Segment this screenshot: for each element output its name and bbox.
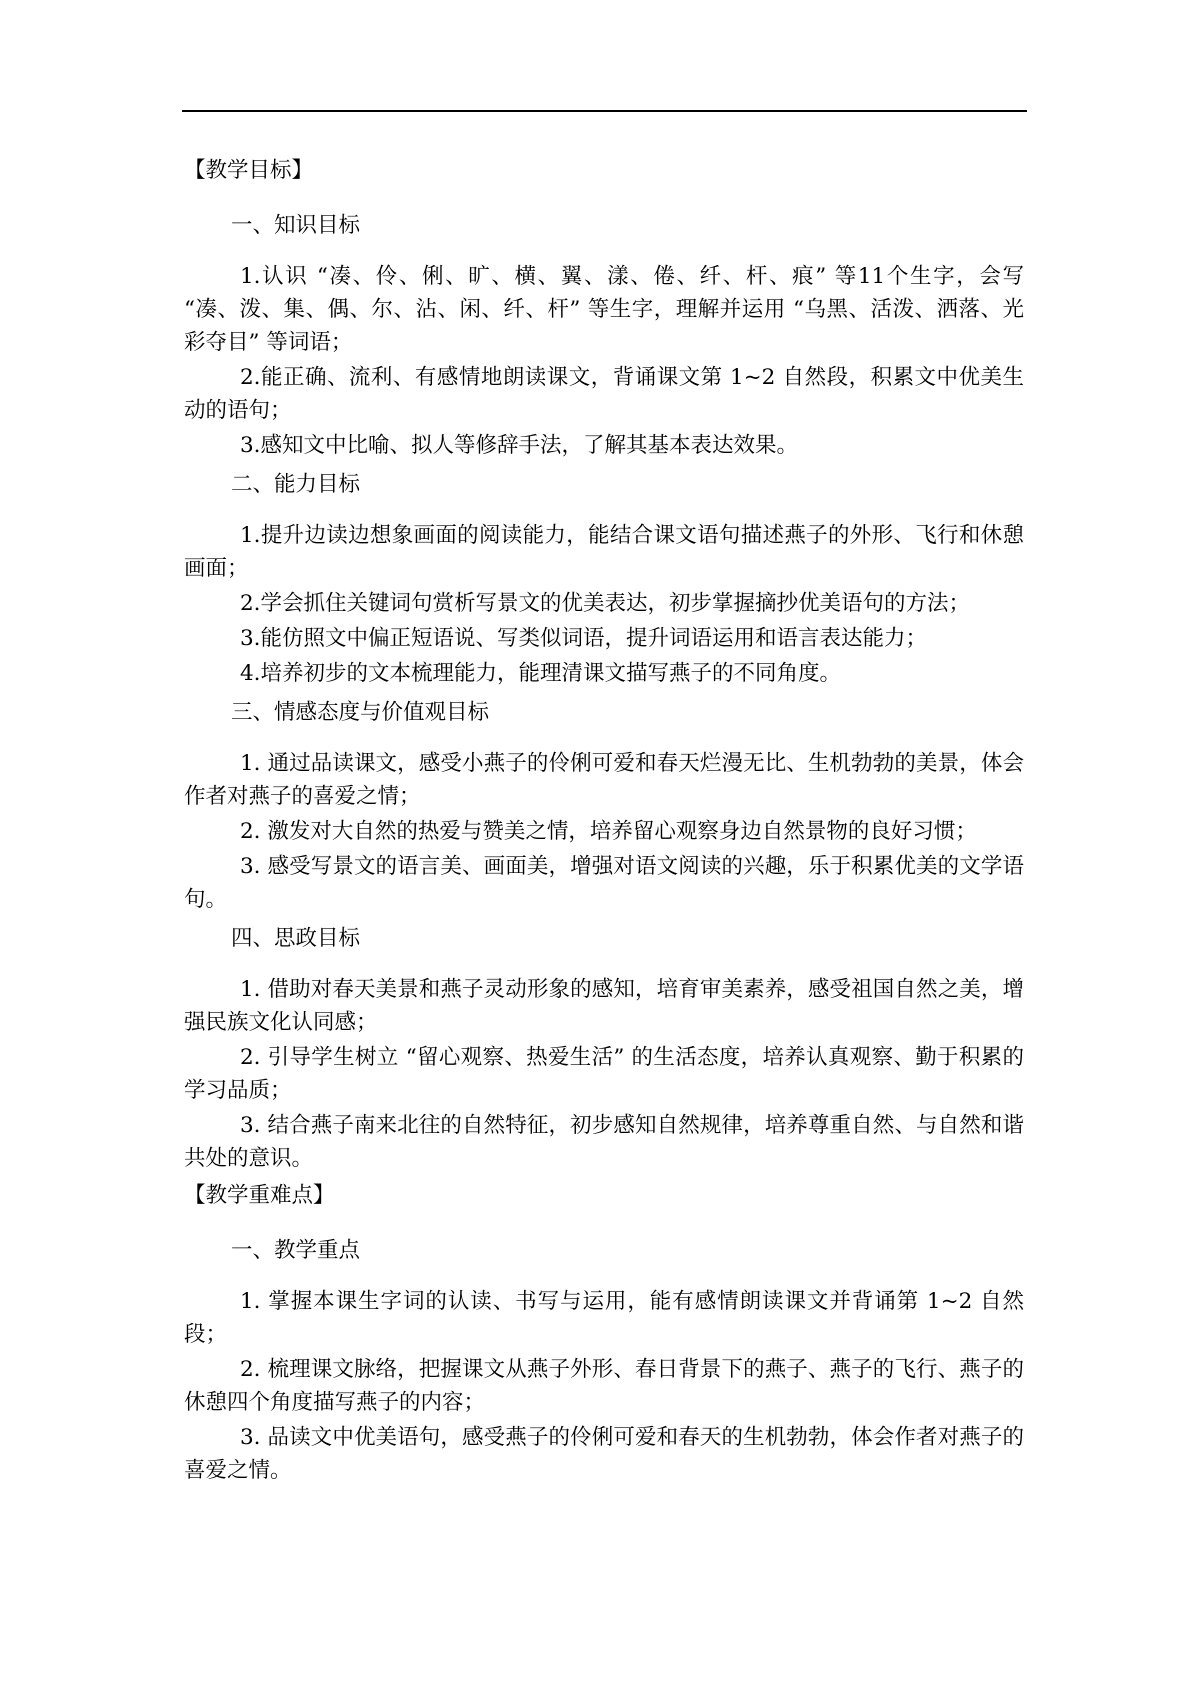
section-title-key-difficulties: 【教学重难点】 <box>184 1183 335 1208</box>
emotion-goal-item: 2. 激发对大自然的热爱与赞美之情，培养留心观察身边自然景物的良好习惯； <box>240 819 977 844</box>
teaching-focus-item: 3. 品读文中优美语句，感受燕子的伶俐可爱和春天的生机勃勃，体会作者对燕子的喜爱之情。 <box>184 1425 1024 1483</box>
ability-goal-item: 1.提升边读边想象画面的阅读能力，能结合课文语句描述燕子的外形、飞行和休憩画面； <box>184 523 1024 581</box>
document-body <box>184 150 1024 1489</box>
teaching-focus-item: 2. 梳理课文脉络，把握课文从燕子外形、春日背景下的燕子、燕子的飞行、燕子的休憩四个角度描写燕子的内容； <box>184 1357 1024 1415</box>
ability-goal-item: 2.学会抓住关键词句赏析写景文的优美表达，初步掌握摘抄优美语句的方法； <box>240 591 971 616</box>
ideological-goal-item: 3. 结合燕子南来北往的自然特征，初步感知自然规律，培养尊重自然、与自然和谐共处的意识。 <box>184 1113 1024 1171</box>
subheading-ideological-goals: 四、思政目标 <box>231 926 361 951</box>
subheading-emotion-goals: 三、情感态度与价值观目标 <box>231 700 490 725</box>
ability-goal-item: 4.培养初步的文本梳理能力，能理清课文描写燕子的不同角度。 <box>240 661 842 686</box>
section-title-teaching-objectives: 【教学目标】 <box>184 158 314 183</box>
teaching-focus-item: 1. 掌握本课生字词的认读、书写与运用，能有感情朗读课文并背诵第 1~2 自然段； <box>184 1289 1024 1347</box>
emotion-goal-item: 1. 通过品读课文，感受小燕子的伶俐可爱和春天烂漫无比、生机勃勃的美景，体会作者对燕子的喜爱之情； <box>184 751 1024 809</box>
knowledge-goal-item: 1.认识 “凑、伶、俐、旷、横、翼、漾、倦、纤、杆、痕” 等11个生字，会写 “凑、泼、集、偶、尔、沾、闲、纤、杆” 等生字，理解并运用 “乌黑、活泼、洒落、光彩夺目” 等词语； <box>184 264 1024 355</box>
ideological-goal-item: 2. 引导学生树立 “留心观察、热爱生活” 的生活态度，培养认真观察、勤于积累的学习品质； <box>184 1045 1024 1103</box>
subheading-teaching-focus: 一、教学重点 <box>231 1238 361 1263</box>
knowledge-goal-item: 2.能正确、流利、有感情地朗读课文，背诵课文第 1~2 自然段，积累文中优美生动的语句； <box>184 365 1024 423</box>
knowledge-goal-item: 3.感知文中比喻、拟人等修辞手法，了解其基本表达效果。 <box>240 433 799 458</box>
subheading-ability-goals: 二、能力目标 <box>231 472 361 497</box>
ability-goal-item: 3.能仿照文中偏正短语说、写类似词语，提升词语运用和语言表达能力； <box>240 626 928 651</box>
ideological-goal-item: 1. 借助对春天美景和燕子灵动形象的感知，培育审美素养，感受祖国自然之美，增强民族文化认同感； <box>184 977 1024 1035</box>
emotion-goal-item: 3. 感受写景文的语言美、画面美，增强对语文阅读的兴趣，乐于积累优美的文学语句。 <box>184 854 1024 912</box>
subheading-knowledge-goals: 一、知识目标 <box>231 213 361 238</box>
header-rule <box>182 110 1027 112</box>
